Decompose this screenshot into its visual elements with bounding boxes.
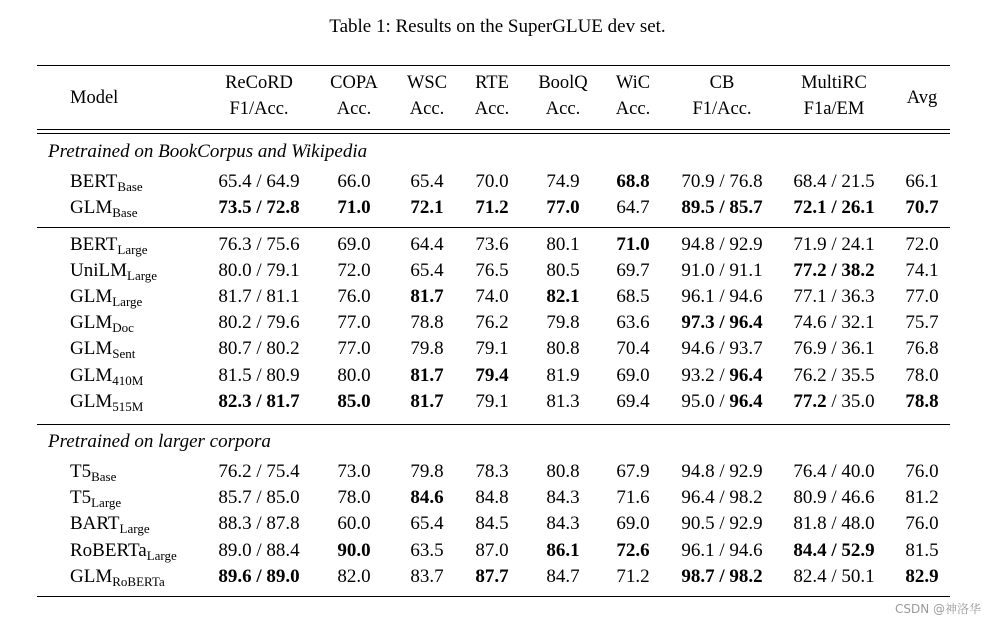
cell-record xyxy=(194,336,324,362)
model-subscript: Large xyxy=(146,548,177,563)
cell-value: 94.8 / 92.9 xyxy=(681,461,763,482)
mid-rule-2 xyxy=(37,424,950,425)
cell-value: 83.7 xyxy=(410,566,444,587)
cell-multirc xyxy=(769,258,899,284)
cell-multirc xyxy=(769,284,899,310)
cell-value: 76.0 xyxy=(337,286,371,307)
cell-value: 76.2 / 35.5 xyxy=(793,365,875,386)
cell-value: 95.0 / xyxy=(681,391,730,412)
cell-cb xyxy=(657,284,787,310)
cell-cb xyxy=(657,363,787,389)
header-line-1: RTE xyxy=(475,73,509,93)
cell-cb xyxy=(657,564,787,590)
cell-cb xyxy=(657,459,787,485)
cell-copa xyxy=(309,459,399,485)
column-header-multirc xyxy=(769,70,899,126)
cell-value: 69.0 xyxy=(616,365,650,386)
cell-avg xyxy=(887,389,957,415)
cell-value: 81.3 xyxy=(546,391,580,412)
cell-record xyxy=(194,564,324,590)
cell-multirc xyxy=(769,336,899,362)
cell-value: 82.0 xyxy=(337,566,371,587)
cell-cb xyxy=(657,511,787,537)
cell-cb xyxy=(657,195,787,221)
table-row xyxy=(0,310,995,336)
model-name xyxy=(70,459,116,485)
cell-value: 84.3 xyxy=(546,487,580,508)
cell-value: 79.8 xyxy=(410,461,444,482)
cell-value: 76.2 / 75.4 xyxy=(218,461,300,482)
cell-value-part: 96.4 xyxy=(729,365,763,386)
table-row xyxy=(0,284,995,310)
cell-value: 84.3 xyxy=(546,513,580,534)
cell-value: 81.5 xyxy=(905,540,939,561)
cell-value: 66.1 xyxy=(905,171,939,192)
model-base-name: GLM xyxy=(70,566,113,587)
model-name xyxy=(70,538,177,564)
cell-value: 70.4 xyxy=(616,338,650,359)
cell-value: 66.0 xyxy=(337,171,371,192)
header-line-1: Model xyxy=(70,88,119,108)
cell-value: 97.3 / 96.4 xyxy=(681,312,763,333)
cell-value: 79.1 xyxy=(475,391,509,412)
cell-avg xyxy=(887,538,957,564)
model-name xyxy=(70,511,150,537)
cell-value: 71.2 xyxy=(475,197,509,218)
cell-avg xyxy=(887,336,957,362)
cell-value: 65.4 xyxy=(410,171,444,192)
cell-value: 82.3 / 81.7 xyxy=(218,391,300,412)
cell-value: 80.8 xyxy=(546,461,580,482)
watermark: CSDN @神洛华 xyxy=(894,602,981,616)
column-header-copa xyxy=(309,70,399,126)
cell-value: 78.8 xyxy=(410,312,444,333)
cell-record xyxy=(194,284,324,310)
cell-cb xyxy=(657,485,787,511)
cell-value: 73.0 xyxy=(337,461,371,482)
cell-value: 69.4 xyxy=(616,391,650,412)
column-header-model xyxy=(70,70,180,126)
cell-value: 63.5 xyxy=(410,540,444,561)
header-rule-2 xyxy=(37,133,950,134)
cell-value: 76.0 xyxy=(905,513,939,534)
model-base-name: GLM xyxy=(70,197,113,218)
header-line-1: ReCoRD xyxy=(225,73,293,93)
cell-value: 76.4 / 40.0 xyxy=(793,461,875,482)
header-line-2: F1/Acc. xyxy=(692,99,752,119)
model-subscript: Sent xyxy=(112,346,136,361)
model-name xyxy=(70,258,157,284)
cell-avg xyxy=(887,284,957,310)
cell-multirc xyxy=(769,564,899,590)
model-subscript: Large xyxy=(127,268,158,283)
cell-record xyxy=(194,195,324,221)
cell-cb xyxy=(657,258,787,284)
cell-value: 71.6 xyxy=(616,487,650,508)
model-base-name: GLM xyxy=(70,338,113,359)
model-base-name: GLM xyxy=(70,391,113,412)
cell-avg xyxy=(887,310,957,336)
cell-value: 79.8 xyxy=(410,338,444,359)
cell-value: 72.0 xyxy=(337,260,371,281)
cell-multirc xyxy=(769,459,899,485)
cell-value: 74.0 xyxy=(475,286,509,307)
cell-value: 85.0 xyxy=(337,391,371,412)
table-row xyxy=(0,538,995,564)
cell-multirc xyxy=(769,310,899,336)
cell-value: 68.4 / 21.5 xyxy=(793,171,875,192)
cell-value: 65.4 xyxy=(410,260,444,281)
cell-multirc xyxy=(769,485,899,511)
model-subscript: Base xyxy=(112,205,138,220)
cell-copa xyxy=(309,195,399,221)
model-subscript: Large xyxy=(91,495,122,510)
cell-copa xyxy=(309,169,399,195)
cell-cb xyxy=(657,310,787,336)
cell-copa xyxy=(309,363,399,389)
cell-record xyxy=(194,363,324,389)
cell-value: 84.4 / 52.9 xyxy=(793,540,875,561)
cell-value: 76.2 xyxy=(475,312,509,333)
cell-value: 65.4 xyxy=(410,513,444,534)
cell-value: 84.8 xyxy=(475,487,509,508)
model-base-name: RoBERTa xyxy=(70,540,147,561)
cell-value: 74.1 xyxy=(905,260,939,281)
cell-value: 81.7 / 81.1 xyxy=(218,286,300,307)
cell-copa xyxy=(309,511,399,537)
cell-value: 77.2 / 38.2 xyxy=(793,260,875,281)
model-subscript: Doc xyxy=(112,320,134,335)
cell-value: 98.7 / 98.2 xyxy=(681,566,763,587)
header-line-1: WiC xyxy=(615,73,651,93)
table-row xyxy=(0,564,995,590)
table-row xyxy=(0,258,995,284)
cell-value: 91.0 / 91.1 xyxy=(681,260,763,281)
cell-value-part: 96.4 xyxy=(729,391,763,412)
cell-value: 80.5 xyxy=(546,260,580,281)
cell-record xyxy=(194,538,324,564)
cell-value: 72.6 xyxy=(616,540,650,561)
cell-value: 81.7 xyxy=(410,365,444,386)
model-subscript: RoBERTa xyxy=(112,574,165,589)
cell-value: 89.5 / 85.7 xyxy=(681,197,763,218)
cell-value: 82.1 xyxy=(546,286,580,307)
model-base-name: GLM xyxy=(70,365,113,386)
cell-value: 81.5 / 80.9 xyxy=(218,365,300,386)
cell-record xyxy=(194,485,324,511)
cell-value: 69.7 xyxy=(616,260,650,281)
cell-avg xyxy=(887,195,957,221)
cell-value: 78.0 xyxy=(337,487,371,508)
cell-value: 80.0 xyxy=(337,365,371,386)
model-subscript: Base xyxy=(91,469,117,484)
cell-avg xyxy=(887,169,957,195)
header-line-1: BoolQ xyxy=(538,73,588,93)
cell-value: 74.6 / 32.1 xyxy=(793,312,875,333)
cell-value: 68.8 xyxy=(616,171,650,192)
cell-value: 96.1 / 94.6 xyxy=(681,286,763,307)
model-name xyxy=(70,564,165,590)
table-row xyxy=(0,169,995,195)
model-base-name: BART xyxy=(70,513,120,534)
model-subscript: Base xyxy=(117,179,143,194)
header-line-2: F1a/EM xyxy=(803,99,865,119)
cell-value: 87.7 xyxy=(475,566,509,587)
cell-value: 60.0 xyxy=(337,513,371,534)
model-name xyxy=(70,169,143,195)
cell-value: 63.6 xyxy=(616,312,650,333)
cell-value: 81.7 xyxy=(410,286,444,307)
cell-value: 90.5 / 92.9 xyxy=(681,513,763,534)
cell-value: 64.7 xyxy=(616,197,650,218)
cell-value: 72.1 / 26.1 xyxy=(793,197,875,218)
cell-value: 81.8 / 48.0 xyxy=(793,513,875,534)
model-subscript: Large xyxy=(119,521,150,536)
model-name xyxy=(70,232,148,258)
section-title-bookcorpus: Pretrained on BookCorpus and Wikipedia xyxy=(48,141,368,162)
model-subscript: Large xyxy=(117,242,148,257)
cell-value: 77.1 / 36.3 xyxy=(793,286,875,307)
model-subscript: Large xyxy=(112,294,143,309)
cell-multirc xyxy=(769,232,899,258)
cell-copa xyxy=(309,284,399,310)
cell-value: 80.8 xyxy=(546,338,580,359)
cell-value: 70.9 / 76.8 xyxy=(681,171,763,192)
model-name xyxy=(70,389,143,415)
cell-avg xyxy=(887,363,957,389)
cell-value: 74.9 xyxy=(546,171,580,192)
cell-value: 68.5 xyxy=(616,286,650,307)
cell-cb xyxy=(657,389,787,415)
table-row xyxy=(0,511,995,537)
cell-value: 78.8 xyxy=(905,391,939,412)
cell-copa xyxy=(309,538,399,564)
mid-rule-1 xyxy=(37,227,950,228)
column-header-avg xyxy=(887,70,957,126)
cell-record xyxy=(194,459,324,485)
cell-value: 76.0 xyxy=(905,461,939,482)
cell-value: 96.1 / 94.6 xyxy=(681,540,763,561)
cell-record xyxy=(194,511,324,537)
cell-avg xyxy=(887,232,957,258)
model-base-name: GLM xyxy=(70,286,113,307)
header-line-1: CB xyxy=(709,73,735,93)
cell-value: 70.0 xyxy=(475,171,509,192)
header-line-2: F1/Acc. xyxy=(229,99,289,119)
cell-value: 79.8 xyxy=(546,312,580,333)
cell-value: 76.3 / 75.6 xyxy=(218,234,300,255)
cell-value: 80.9 / 46.6 xyxy=(793,487,875,508)
table-row xyxy=(0,336,995,362)
cell-value: 82.4 / 50.1 xyxy=(793,566,875,587)
cell-value: 81.9 xyxy=(546,365,580,386)
cell-cb xyxy=(657,538,787,564)
cell-value: 81.2 xyxy=(905,487,939,508)
cell-value: 80.0 / 79.1 xyxy=(218,260,300,281)
cell-avg xyxy=(887,485,957,511)
cell-value: 71.9 / 24.1 xyxy=(793,234,875,255)
cell-value: 64.4 xyxy=(410,234,444,255)
cell-value: 81.7 xyxy=(410,391,444,412)
cell-value: 77.0 xyxy=(546,197,580,218)
cell-value: 70.7 xyxy=(905,197,939,218)
cell-value: 71.2 xyxy=(616,566,650,587)
cell-avg xyxy=(887,511,957,537)
column-header-cb xyxy=(657,70,787,126)
cell-value: 72.1 xyxy=(410,197,444,218)
model-name xyxy=(70,310,134,336)
cell-value: 84.6 xyxy=(410,487,444,508)
model-name xyxy=(70,363,143,389)
table-row xyxy=(0,195,995,221)
cell-value: 93.2 / xyxy=(681,365,730,386)
cell-copa xyxy=(309,232,399,258)
table-caption: Table 1: Results on the SuperGLUE dev set. xyxy=(329,16,666,37)
cell-multirc xyxy=(769,389,899,415)
model-base-name: BERT xyxy=(70,171,118,192)
cell-record xyxy=(194,389,324,415)
table-row xyxy=(0,389,995,415)
header-line-1: Avg xyxy=(906,88,938,108)
cell-value: 78.0 xyxy=(905,365,939,386)
cell-value: 71.0 xyxy=(337,197,371,218)
cell-multirc xyxy=(769,538,899,564)
cell-value: 84.7 xyxy=(546,566,580,587)
table-row xyxy=(0,459,995,485)
cell-value: 73.5 / 72.8 xyxy=(218,197,300,218)
model-name xyxy=(70,485,121,511)
model-base-name: T5 xyxy=(70,461,92,482)
cell-value: 87.0 xyxy=(475,540,509,561)
table-row xyxy=(0,485,995,511)
cell-value: 76.8 xyxy=(905,338,939,359)
cell-avg xyxy=(887,564,957,590)
model-base-name: T5 xyxy=(70,487,92,508)
cell-copa xyxy=(309,336,399,362)
header-line-1: MultiRC xyxy=(801,73,867,93)
cell-value: 65.4 / 64.9 xyxy=(218,171,300,192)
cell-value: 79.1 xyxy=(475,338,509,359)
cell-cb xyxy=(657,336,787,362)
cell-value: 90.0 xyxy=(337,540,371,561)
cell-value: 69.0 xyxy=(616,513,650,534)
cell-value: 84.5 xyxy=(475,513,509,534)
table-row xyxy=(0,363,995,389)
header-line-2: Acc. xyxy=(409,99,445,119)
cell-value: 85.7 / 85.0 xyxy=(218,487,300,508)
header-rule-1 xyxy=(37,129,950,130)
cell-value: 94.8 / 92.9 xyxy=(681,234,763,255)
cell-value: 71.0 xyxy=(616,234,650,255)
cell-value: 96.4 / 98.2 xyxy=(681,487,763,508)
cell-avg xyxy=(887,258,957,284)
section-title-larger-corpora: Pretrained on larger corpora xyxy=(48,431,271,452)
cell-value: 79.4 xyxy=(475,365,509,386)
cell-value-part: / 35.0 xyxy=(826,391,875,412)
cell-multirc xyxy=(769,511,899,537)
cell-multirc xyxy=(769,169,899,195)
top-rule xyxy=(37,65,950,66)
cell-value: 77.0 xyxy=(905,286,939,307)
cell-copa xyxy=(309,485,399,511)
cell-value: 77.0 xyxy=(337,312,371,333)
model-name xyxy=(70,336,135,362)
cell-multirc xyxy=(769,195,899,221)
header-line-2: Acc. xyxy=(336,99,372,119)
cell-copa xyxy=(309,310,399,336)
model-name xyxy=(70,284,142,310)
cell-record xyxy=(194,258,324,284)
cell-value: 82.9 xyxy=(905,566,939,587)
header-line-1: WSC xyxy=(406,73,448,93)
cell-value: 75.7 xyxy=(905,312,939,333)
header-line-1: COPA xyxy=(330,73,378,93)
cell-value: 78.3 xyxy=(475,461,509,482)
cell-copa xyxy=(309,389,399,415)
cell-value: 69.0 xyxy=(337,234,371,255)
cell-value: 94.6 / 93.7 xyxy=(681,338,763,359)
cell-record xyxy=(194,310,324,336)
model-base-name: BERT xyxy=(70,234,118,255)
cell-copa xyxy=(309,258,399,284)
header-line-2: Acc. xyxy=(615,99,651,119)
cell-multirc xyxy=(769,363,899,389)
model-subscript: 515M xyxy=(112,399,144,414)
cell-value: 76.9 / 36.1 xyxy=(793,338,875,359)
cell-value: 77.0 xyxy=(337,338,371,359)
bottom-rule xyxy=(37,596,950,597)
model-base-name: GLM xyxy=(70,312,113,333)
cell-value: 76.5 xyxy=(475,260,509,281)
cell-value: 80.1 xyxy=(546,234,580,255)
cell-value: 77.2 xyxy=(793,391,827,412)
cell-value: 67.9 xyxy=(616,461,650,482)
model-name xyxy=(70,195,138,221)
cell-value: 89.6 / 89.0 xyxy=(218,566,300,587)
model-subscript: 410M xyxy=(112,373,144,388)
cell-cb xyxy=(657,232,787,258)
header-line-2: Acc. xyxy=(474,99,510,119)
cell-value: 86.1 xyxy=(546,540,580,561)
cell-value: 73.6 xyxy=(475,234,509,255)
column-header-record xyxy=(194,70,324,126)
cell-value: 88.3 / 87.8 xyxy=(218,513,300,534)
cell-avg xyxy=(887,459,957,485)
cell-value: 72.0 xyxy=(905,234,939,255)
cell-record xyxy=(194,232,324,258)
table-row xyxy=(0,232,995,258)
cell-cb xyxy=(657,169,787,195)
cell-value: 80.2 / 79.6 xyxy=(218,312,300,333)
header-line-2: Acc. xyxy=(545,99,581,119)
cell-value: 89.0 / 88.4 xyxy=(218,540,300,561)
cell-copa xyxy=(309,564,399,590)
model-base-name: UniLM xyxy=(70,260,127,281)
cell-value: 80.7 / 80.2 xyxy=(218,338,300,359)
cell-record xyxy=(194,169,324,195)
